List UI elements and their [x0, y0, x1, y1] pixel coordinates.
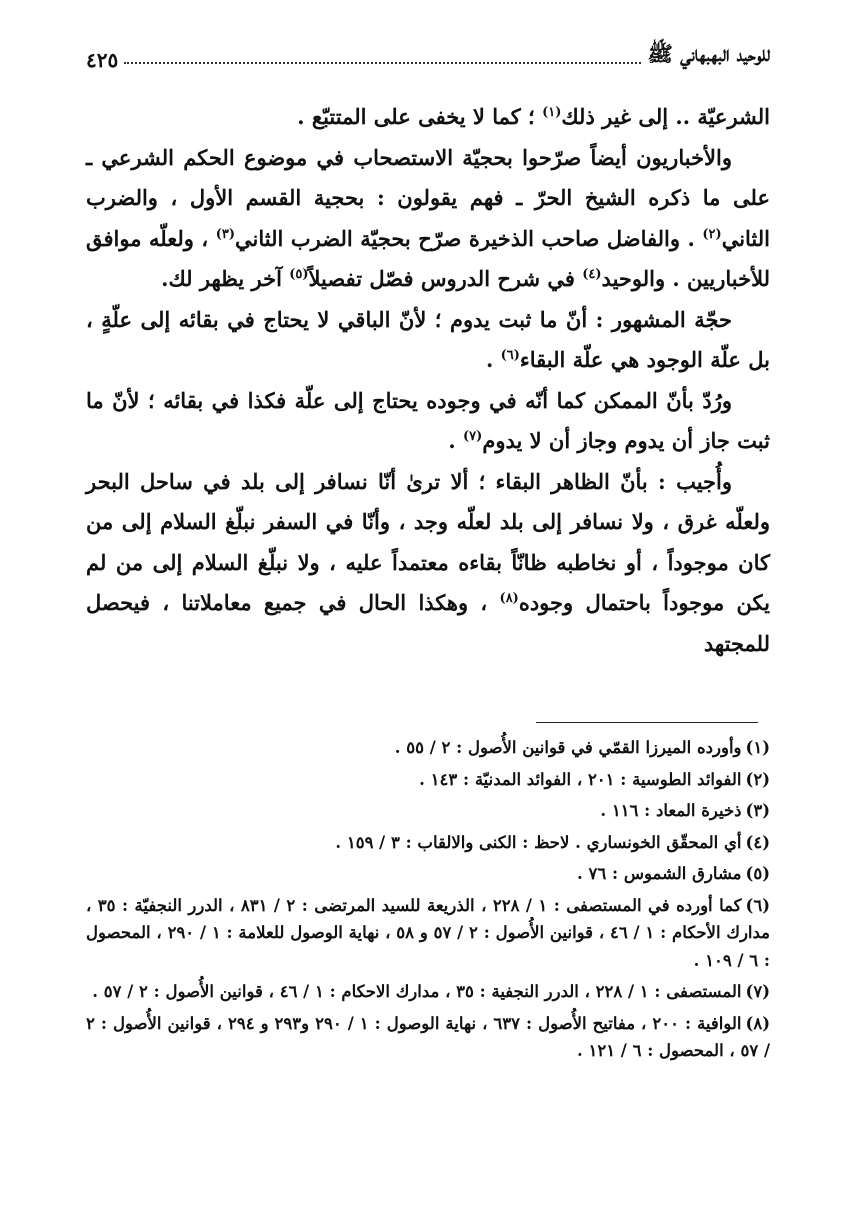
page-number: ٤٢٥ — [86, 48, 119, 72]
footnote-separator — [536, 722, 758, 723]
footnote: (٤)أي المحقّق الخونساري . لاحظ : الكنى والالقاب : ٣ / ١٥٩ . — [335, 832, 770, 852]
footnotes — [86, 734, 770, 1069]
footnote: (٨)الوافية : ٢٠٠ ، مفاتيح الأُصول : ٦٣٧ ، نهاية الوصول : ١ / ٢٩٠ و٢٩٣ و ٢٩٤ ، قوانين الأُصول : ٢ / ٥٧ ، المحصول : ٦ / ١٢١ . — [86, 1013, 771, 1060]
main-text — [86, 97, 770, 664]
footnote: (٢)الفوائد الطوسية : ٢٠١ ، الفوائد المدنيّة : ١٤٣ . — [419, 769, 770, 789]
header-dotted-leader — [124, 61, 641, 64]
footnote-ref: (١) — [542, 105, 562, 120]
running-header — [86, 32, 770, 72]
footnote-ref: (٦) — [500, 348, 520, 363]
footnote: (٦)كما أورده في المستصفى : ١ / ٢٢٨ ، الذريعة للسيد المرتضى : ٢ / ٨٣١ ، الدرر النجفيّة : ٣٥ ، مدارك الأحكام : ١ / ٤٦ ، قوانين الأُصول : ٢ / ٥٧ و ٥٨ ، نهاية الوصول للعلامة : ١ / ٢٩٠ ، المحصول : ٦ / ١٠٩ . — [86, 895, 771, 970]
paragraph: ورُدّ بأنّ الممكن كما أنّه في وجوده يحتاج إلى علّة فكذا في بقائه ؛ لأنّ ما ثبت جاز أن يدوم وجاز أن لا يدوم$^{(٧)}$ . — [86, 387, 770, 453]
footnote-ref: (٤) — [582, 267, 602, 282]
paragraph: الشرعيّة .. إلى غير ذلك$^{(١)}$ ؛ كما لا يخفى على المتتبّع . — [297, 104, 770, 129]
footnote: (٧)المستصفى : ١ / ٢٢٨ ، الدرر النجفية : ٣٥ ، مدارك الاحكام : ١ / ٤٦ ، قوانين الأُصول : ٢ / ٥٧ . — [92, 982, 770, 1001]
footnote-ref: (٥) — [289, 267, 309, 282]
footnote-ref: (٣) — [215, 226, 236, 242]
footnote-ref: (٨) — [499, 591, 519, 606]
header-title: للوحيد البهبهاني ﷺ — [647, 41, 770, 66]
footnote-ref: (٢) — [702, 226, 722, 242]
paragraph: وأُجيب : بأنّ الظاهر البقاء ؛ ألا ترىٰ أنّا نسافر إلى بلد في ساحل البحر ولعلّه غرق ، ولا نسافر إلى بلد لعلّه وجد ، وأنّا في السفر نبلّغ السلام إلى من كان موجوداً ، أو نخاطبه ظانّاً بقاءه معتمداً عليه ، ولا نبلّغ السلام إلى من لم يكن موجوداً باحتمال وجوده$^{(٨)}$ ، وهكذا الحال في جميع معاملاتنا ، فيحصل للمجتهد — [86, 468, 770, 656]
paragraph: حجّة المشهور : أنّ ما ثبت يدوم ؛ لأنّ الباقي لا يحتاج في بقائه إلى علّةٍ ، بل علّة الوجود هي علّة البقاء$^{(٦)}$ . — [86, 306, 770, 372]
paragraph: والأخباريون أيضاً صرّحوا بحجيّة الاستصحاب في موضوع الحكم الشرعي ـ على ما ذكره الشيخ الحرّ ـ فهم يقولون : بحجية القسم الأول ، والضرب الثاني$^{(٢)}$ . والفاضل صاحب الذخيرة صرّح بحجيّة الضرب الثاني$^{(٣)}$ ، ولعلّه موافق للأخباريين . والوحيد$^{(٤)}$ في شرح الدروس فصّل تفصيلاً$^{(٥)}$ آخر يظهر لك. — [86, 144, 771, 291]
footnote: (١)وأورده الميرزا القمّي في قوانين الأُصول : ٢ / ٥٥ . — [394, 738, 770, 757]
footnote: (٥)مشارق الشموس : ٧٦ . — [577, 864, 770, 883]
footnote-ref: (٧) — [463, 429, 483, 444]
footnote: (٣)ذخيرة المعاد : ١١٦ . — [600, 801, 770, 820]
